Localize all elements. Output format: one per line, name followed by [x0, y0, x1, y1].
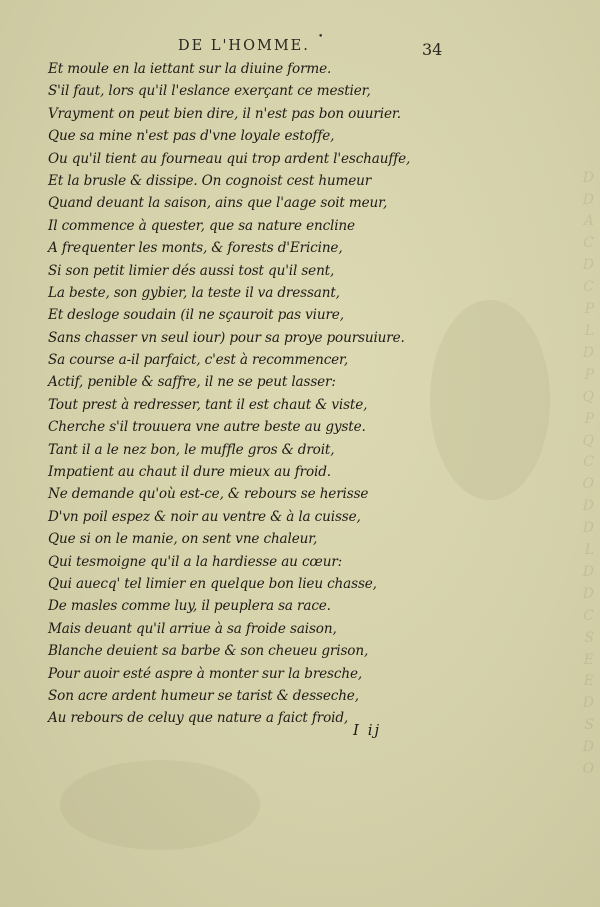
verse-line: Et moule en la iettant sur la diuine forme. [48, 61, 332, 77]
verse-line: Vrayment on peut bien dire, il n'est pas bon ouurier. [48, 105, 401, 122]
signature-mark: I ij [353, 721, 382, 739]
verse-line: Si son petit limier dés aussi tost qu'il sent, [48, 262, 335, 279]
verse-line: La beste, son gybier, la teste il va dressant, [48, 284, 340, 301]
ink-speck: • [318, 32, 326, 42]
verse-line: Il commence à quester, que sa nature encline [48, 217, 355, 234]
verse-line: Ne demande qu'où est-ce, & rebours se herisse [48, 486, 369, 503]
verse-line: Que si on le manie, on sent vne chaleur, [48, 531, 318, 548]
verse-line: Sa course a-il parfaict, c'est à recommencer, [48, 352, 349, 369]
running-head [178, 32, 326, 54]
verse-line: Qui tesmoigne qu'il a la hardiesse au cœur: [48, 553, 343, 570]
page-number: 34 [422, 40, 443, 59]
verse-line: D'vn poil espez & noir au ventre & à la cuisse, [48, 508, 361, 525]
verse-line: Tant il a le nez bon, le muffle gros & droit, [48, 441, 335, 458]
verse-line: Et la brusle & dissipe. On cognoist cest humeur [48, 172, 372, 189]
verse-line: Au rebours de celuy que nature a faict froid, [48, 710, 349, 727]
verse-line: Impatient au chaut il dure mieux au froid. [48, 464, 331, 481]
verse-line: Cherche s'il trouuera vne autre beste au gyste. [48, 419, 366, 436]
paper-stain [60, 760, 260, 850]
verse-line: Quand deuant la saison, ains que l'aage soit meur, [48, 195, 388, 212]
running-head-text: DE L'HOMME. [178, 38, 310, 54]
verse-line: Pour auoir esté aspre à monter sur la bresche, [48, 665, 363, 682]
verse-line: Blanche deuient sa barbe & son cheueu grison, [48, 643, 369, 660]
verse-line: Tout prest à redresser, tant il est chaut & viste, [48, 396, 368, 413]
verse-line: Son acre ardent humeur se tarist & desseche, [48, 687, 359, 704]
verse-line: Que sa mine n'est pas d'vne loyale estoffe, [48, 128, 335, 145]
show-through-text: D D A C D C P L D P Q P Q C O D D L D D C S E E D S D O [582, 169, 594, 778]
verse-line: Qui auecq' tel limier en quelque bon lieu chasse, [48, 575, 377, 592]
verse-line: S'il faut, lors qu'il l'eslance exerçant ce mestier, [48, 83, 371, 100]
verse-line: Ou qu'il tient au fourneau qui trop ardent l'eschauffe, [48, 150, 411, 167]
verse-line: Sans chasser vn seul iour) pour sa proye poursuiure. [48, 329, 405, 346]
verse-line: Actif, penible & saffre, il ne se peut lasser: [48, 374, 336, 391]
verse-line: Mais deuant qu'il arriue à sa froide saison, [48, 620, 337, 637]
verse-line: Et desloge soudain (il ne sçauroit pas viure, [48, 307, 344, 324]
paper-stain [430, 300, 550, 500]
verse-block [48, 58, 411, 730]
verse-line: De masles comme luy, il peuplera sa race. [48, 598, 331, 615]
verse-line: A frequenter les monts, & forests d'Ericine, [48, 240, 343, 257]
